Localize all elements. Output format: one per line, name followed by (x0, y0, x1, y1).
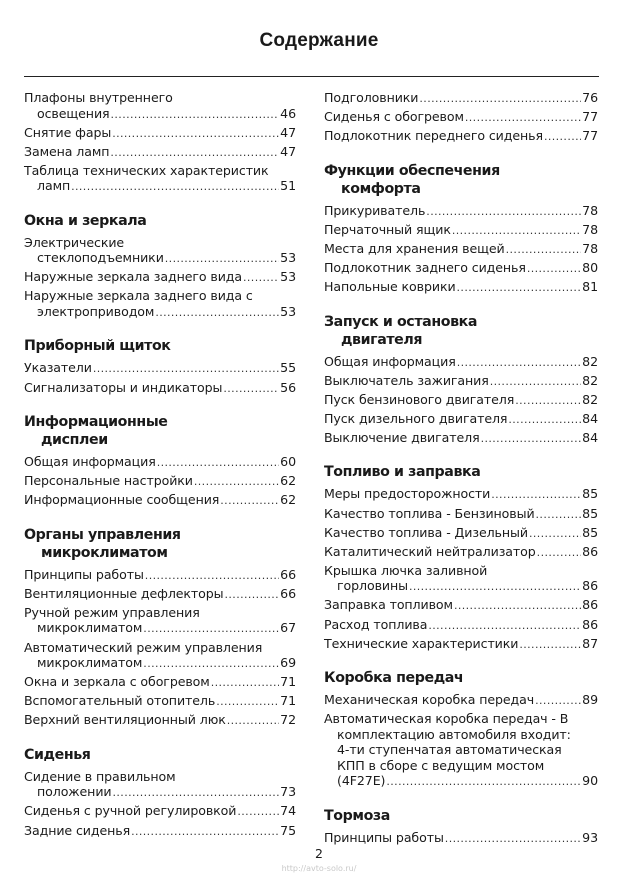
section-heading-line: двигателя (341, 331, 423, 348)
toc-page-number: 62 (280, 473, 296, 489)
section-heading-line: Функции обеспечения (324, 162, 500, 179)
toc-entry-text: Перчаточный ящик (324, 221, 451, 237)
toc-page-number: 89 (582, 692, 598, 708)
toc-page-number: 82 (582, 372, 598, 388)
toc-entry-last-line (324, 692, 598, 709)
toc-entry-text: Сиденья с ручной регулировкой (24, 803, 237, 819)
toc-entry-last-line (324, 544, 598, 561)
dot-leader (544, 129, 581, 145)
toc-page-number: 86 (582, 543, 598, 559)
toc-entry[interactable] (324, 241, 598, 258)
toc-entry-text: положении (37, 784, 112, 800)
toc-page-number: 84 (582, 410, 598, 426)
toc-entry-last-line (324, 617, 598, 634)
toc-entry-last-line (24, 380, 296, 397)
toc-entry-last-line (324, 373, 598, 390)
dot-leader (535, 693, 581, 709)
toc-entry[interactable] (24, 769, 296, 801)
section-heading (324, 313, 598, 349)
toc-entry-text: микроклиматом (37, 655, 143, 671)
toc-entry-text: Снятие фары (24, 124, 112, 140)
toc-entry-text: горловины (337, 578, 408, 594)
toc-entry-text: Принципы работы (324, 829, 444, 845)
dot-leader (216, 694, 279, 710)
toc-page-number: 71 (280, 674, 296, 690)
toc-entry-last-line (324, 636, 598, 653)
toc-entry[interactable] (324, 222, 598, 239)
toc-entry[interactable] (324, 411, 598, 428)
toc-page-number: 86 (582, 616, 598, 632)
dot-leader (165, 251, 279, 267)
toc-entry[interactable] (24, 269, 296, 286)
toc-entry-text: Технические характеристики (324, 635, 519, 651)
toc-page-number: 78 (582, 202, 598, 218)
toc-entry-last-line (324, 578, 598, 595)
toc-entry[interactable] (324, 692, 598, 709)
toc-entry-last-line (24, 492, 296, 509)
toc-page-number: 93 (582, 829, 598, 845)
toc-entry[interactable] (24, 712, 296, 729)
toc-entry-text: Окна и зеркала с обогревом (24, 674, 210, 690)
toc-entry-text: Выключение двигателя (324, 429, 480, 445)
toc-entry-text: Общая информация (324, 353, 456, 369)
toc-entry-text: Прикуриватель (324, 202, 426, 218)
dot-leader (527, 261, 581, 277)
section-heading-line: Приборный щиток (24, 338, 171, 355)
dot-leader (143, 621, 279, 637)
toc-entry[interactable] (324, 544, 598, 561)
toc-page-number: 85 (582, 505, 598, 521)
toc-page-number: 80 (582, 259, 598, 275)
toc-entry[interactable] (324, 525, 598, 542)
dot-leader (426, 204, 581, 220)
toc-entry-text: Подлокотник переднего сиденья (324, 128, 543, 144)
toc-entry-last-line (24, 620, 296, 637)
dot-leader (220, 493, 279, 509)
toc-entry-text: Задние сиденья (24, 822, 131, 838)
section-heading (324, 463, 598, 481)
section-heading (324, 807, 598, 825)
toc-entry[interactable] (24, 567, 296, 584)
dot-leader (211, 675, 279, 691)
toc-entry[interactable] (324, 563, 598, 595)
toc-page-number: 77 (582, 109, 598, 125)
section-heading-line: Сиденья (24, 746, 91, 763)
toc-entry[interactable] (24, 380, 296, 397)
toc-entry[interactable] (324, 90, 598, 107)
toc-entry[interactable] (24, 473, 296, 490)
toc-entry-text: стеклоподъемники (37, 250, 164, 266)
section-heading (324, 162, 598, 198)
toc-entry[interactable] (324, 430, 598, 447)
toc-page-number: 84 (582, 429, 598, 445)
toc-entry[interactable] (324, 597, 598, 614)
dot-leader (111, 107, 280, 123)
toc-entry-text: Сиденья с обогревом (324, 109, 464, 125)
toc-entry-last-line (324, 597, 598, 614)
toc-entry[interactable] (24, 492, 296, 509)
toc-page-number: 77 (582, 128, 598, 144)
toc-entry-last-line (324, 525, 598, 542)
toc-entry[interactable] (324, 486, 598, 503)
toc-page-number: 82 (582, 391, 598, 407)
toc-entry[interactable] (24, 640, 296, 672)
toc-entry-last-line (24, 269, 296, 286)
toc-entry-text: Качество топлива - Бензиновый (324, 505, 535, 521)
toc-page-number: 82 (582, 353, 598, 369)
dot-leader (145, 568, 279, 584)
toc-entry-text: комплектацию автомобиля входит: (337, 726, 571, 742)
toc-entry-last-line (324, 430, 598, 447)
dot-leader (237, 804, 279, 820)
toc-page-number: 90 (582, 773, 598, 789)
toc-page-number: 71 (280, 693, 296, 709)
toc-left-column (24, 90, 296, 839)
toc-entry-last-line (324, 90, 598, 107)
toc-entry-text: электроприводом (37, 303, 155, 319)
toc-entry[interactable] (24, 235, 296, 267)
toc-entry[interactable] (324, 506, 598, 523)
toc-page-number: 53 (280, 269, 296, 285)
toc-page-number: 47 (280, 124, 296, 140)
toc-entry-last-line (24, 304, 296, 321)
toc-page-number: 76 (582, 90, 598, 105)
toc-entry-text: 4-ти ступенчатая автоматическая (337, 742, 562, 758)
toc-entry[interactable] (324, 373, 598, 390)
dot-leader (131, 824, 279, 840)
toc-page-number: 66 (280, 566, 296, 582)
toc-entry-text: КПП в сборе с ведущим мостом (337, 757, 545, 773)
dot-leader (194, 474, 279, 490)
page-title: Содержание (259, 30, 379, 51)
toc-entry[interactable] (324, 128, 598, 145)
toc-entry[interactable] (324, 279, 598, 296)
toc-entry-text: Пуск дизельного двигателя (324, 410, 508, 426)
toc-entry-last-line (24, 712, 296, 729)
toc-page-number: 46 (280, 105, 296, 121)
dot-leader (157, 455, 279, 471)
toc-entry[interactable] (324, 711, 598, 790)
toc-entry[interactable] (24, 163, 296, 195)
toc-entry-text: ламп (37, 178, 71, 194)
toc-entry-text: Сидение в правильном (24, 768, 176, 784)
toc-entry-text: Сигнализаторы и индикаторы (24, 379, 223, 395)
toc-entry-text: Заправка топливом (324, 597, 453, 613)
toc-entry-last-line (24, 655, 296, 672)
toc-entry-last-line (24, 586, 296, 603)
dot-leader (529, 526, 581, 542)
toc-entry-text: Замена ламп (24, 143, 110, 159)
toc-section (324, 90, 598, 145)
toc-page-number: 53 (280, 250, 296, 266)
toc-entry-last-line (24, 454, 296, 471)
toc-page-number: 67 (280, 620, 296, 636)
section-heading-line: Окна и зеркала (24, 212, 147, 229)
toc-entry-last-line (24, 674, 296, 691)
toc-section (24, 212, 296, 321)
toc-entry[interactable] (24, 803, 296, 820)
toc-section (24, 413, 296, 509)
page-number: 2 (315, 846, 323, 861)
section-heading (24, 526, 296, 562)
toc-page-number: 69 (280, 655, 296, 671)
toc-entry[interactable] (24, 144, 296, 161)
toc-entry[interactable] (24, 693, 296, 710)
section-heading-line: Информационные (24, 414, 168, 431)
toc-entry-text: Принципы работы (24, 566, 144, 582)
toc-entry-text: Подголовники (324, 90, 419, 105)
toc-entry-text: Вентиляционные дефлекторы (24, 585, 224, 601)
toc-entry-text: Верхний вентиляционный люк (24, 712, 226, 728)
toc-page-number: 56 (280, 379, 296, 395)
toc-entry-last-line (24, 250, 296, 267)
toc-entry-text: Места для хранения вещей (324, 240, 505, 256)
toc-entry[interactable] (324, 617, 598, 634)
toc-page-number: 66 (280, 585, 296, 601)
toc-entry[interactable] (24, 360, 296, 377)
toc-page-number: 78 (582, 240, 598, 256)
toc-entry-last-line (24, 106, 296, 123)
toc-entry-last-line (24, 360, 296, 377)
toc-entry-text: Крышка лючка заливной (324, 562, 488, 578)
toc-entry-last-line (24, 693, 296, 710)
section-heading-line: Коробка передач (324, 670, 464, 687)
toc-section (324, 162, 598, 296)
toc-page-number: 74 (280, 803, 296, 819)
section-heading (24, 746, 296, 764)
toc-entry[interactable] (324, 830, 598, 847)
toc-page-number: 86 (582, 578, 598, 594)
dot-leader (419, 91, 581, 107)
toc-entry-text: Ручной режим управления (24, 604, 200, 620)
dot-leader (465, 110, 581, 126)
toc-entry-last-line (24, 178, 296, 195)
section-heading-line: Органы управления (24, 526, 181, 543)
dot-leader (454, 598, 581, 614)
toc-page-number: 85 (582, 524, 598, 540)
dot-leader (515, 393, 581, 409)
dot-leader (457, 280, 582, 296)
toc-entry-last-line (324, 241, 598, 258)
toc-entry-text: Выключатель зажигания (324, 372, 489, 388)
dot-leader (519, 637, 581, 653)
toc-entry-last-line (24, 567, 296, 584)
toc-entry-text: Каталитический нейтрализатор (324, 543, 536, 559)
toc-entry-text: Напольные коврики (324, 279, 456, 295)
toc-entry-text: Пуск бензинового двигателя (324, 391, 515, 407)
section-heading-line: дисплеи (41, 432, 108, 449)
toc-page-number: 55 (280, 360, 296, 376)
toc-entry-last-line (324, 354, 598, 371)
section-heading-line: Запуск и остановка (324, 313, 478, 330)
toc-entry-last-line (324, 222, 598, 239)
dot-leader (506, 242, 582, 258)
toc-section (24, 337, 296, 396)
toc-entry[interactable] (24, 90, 296, 122)
toc-entry-last-line (24, 144, 296, 161)
toc-page-number: 47 (280, 143, 296, 159)
toc-page-number: 81 (582, 279, 598, 295)
toc-entry-text: Информационные сообщения (24, 492, 220, 508)
toc-entry-last-line (324, 830, 598, 847)
dot-leader (227, 713, 279, 729)
toc-entry-text: Наружные зеркала заднего вида с (24, 288, 253, 304)
toc-entry[interactable] (324, 203, 598, 220)
section-heading-line: комфорта (341, 180, 421, 197)
dot-leader (71, 179, 279, 195)
toc-entry-text: (4F27E) (337, 773, 386, 789)
dot-leader (491, 487, 581, 503)
toc-page-number: 51 (280, 178, 296, 194)
toc-entry-last-line (24, 823, 296, 840)
toc-entry-text: Подлокотник заднего сиденья (324, 259, 526, 275)
toc-page-number: 85 (582, 486, 598, 502)
toc-entry-last-line (24, 803, 296, 820)
toc-entry[interactable] (24, 823, 296, 840)
toc-entry-last-line (24, 473, 296, 490)
toc-page-number: 60 (280, 454, 296, 470)
toc-page-number: 87 (582, 635, 598, 651)
toc-section (24, 746, 296, 839)
dot-leader (143, 656, 279, 672)
dot-leader (452, 223, 581, 239)
toc-entry[interactable] (324, 636, 598, 653)
toc-entry[interactable] (324, 109, 598, 126)
toc-entry-last-line (324, 260, 598, 277)
toc-entry-last-line (324, 411, 598, 428)
toc-entry[interactable] (24, 605, 296, 637)
dot-leader (481, 431, 582, 447)
dot-leader (223, 381, 279, 397)
title-rule (24, 76, 599, 77)
toc-entry-text: микроклиматом (37, 620, 143, 636)
dot-leader (225, 587, 280, 603)
toc-section (24, 526, 296, 729)
dot-leader (93, 361, 279, 377)
dot-leader (428, 618, 581, 634)
toc-entry[interactable] (24, 586, 296, 603)
section-heading (24, 413, 296, 449)
toc-entry[interactable] (24, 125, 296, 142)
toc-page-number: 86 (582, 597, 598, 613)
toc-page-number: 75 (280, 822, 296, 838)
toc-entry-last-line (24, 784, 296, 801)
toc-section (324, 313, 598, 447)
section-heading-line: Тормоза (324, 807, 390, 824)
toc-section (324, 807, 598, 847)
toc-entry-last-line (324, 203, 598, 220)
toc-entry-text: Качество топлива - Дизельный (324, 524, 528, 540)
toc-page-number: 78 (582, 221, 598, 237)
section-heading (324, 669, 598, 687)
toc-page-number: 72 (280, 712, 296, 728)
dot-leader (155, 305, 279, 321)
dot-leader (537, 545, 582, 561)
toc-entry-last-line (324, 773, 598, 790)
toc-entry[interactable] (324, 392, 598, 409)
dot-leader (409, 579, 581, 595)
toc-entry-text: Расход топлива (324, 616, 428, 632)
toc-entry-text: Наружные зеркала заднего вида (24, 269, 243, 285)
toc-entry-text: Таблица технических характеристик (24, 162, 269, 178)
section-heading-line: микроклиматом (41, 544, 168, 561)
dot-leader (508, 412, 581, 428)
toc-entry[interactable] (24, 454, 296, 471)
dot-leader (490, 374, 581, 390)
toc-entry-text: Указатели (24, 360, 92, 376)
toc-entry-text: Меры предосторожности (324, 486, 491, 502)
dot-leader (536, 507, 582, 523)
toc-section (324, 463, 598, 652)
toc-section (324, 669, 598, 790)
toc-entry-text: Общая информация (24, 454, 156, 470)
section-heading (24, 337, 296, 355)
dot-leader (110, 145, 279, 161)
toc-entry-text: Плафоны внутреннего (24, 90, 173, 105)
toc-entry[interactable] (324, 260, 598, 277)
toc-entry[interactable] (24, 288, 296, 320)
toc-entry-text: Автоматический режим управления (24, 639, 263, 655)
toc-entry[interactable] (24, 674, 296, 691)
toc-right-column (324, 90, 598, 846)
dot-leader (243, 270, 279, 286)
toc-entry-last-line (324, 486, 598, 503)
toc-entry-last-line (324, 109, 598, 126)
toc-entry-last-line (24, 125, 296, 142)
section-heading (24, 212, 296, 230)
toc-entry-last-line (324, 128, 598, 145)
toc-entry-last-line (324, 392, 598, 409)
toc-entry-last-line (324, 506, 598, 523)
dot-leader (112, 126, 279, 142)
toc-page-number: 62 (280, 492, 296, 508)
toc-entry-text: Автоматическая коробка передач - В (324, 711, 569, 727)
section-heading-line: Топливо и заправка (324, 464, 481, 481)
toc-page-number: 73 (280, 784, 296, 800)
toc-page-number: 53 (280, 303, 296, 319)
dot-leader (457, 355, 581, 371)
toc-entry-last-line (324, 279, 598, 296)
dot-leader (445, 831, 581, 847)
toc-entry[interactable] (324, 354, 598, 371)
toc-entry-text: Механическая коробка передач (324, 692, 535, 708)
toc-entry-text: Вспомогательный отопитель (24, 693, 216, 709)
dot-leader (386, 774, 581, 790)
toc-entry-text: Персональные настройки (24, 473, 193, 489)
toc-entry-text: освещения (37, 105, 110, 121)
toc-entry-text: Электрические (24, 234, 125, 250)
footer-url: http://avto-solo.ru/ (281, 864, 357, 873)
dot-leader (113, 785, 280, 801)
toc-section (24, 90, 296, 195)
